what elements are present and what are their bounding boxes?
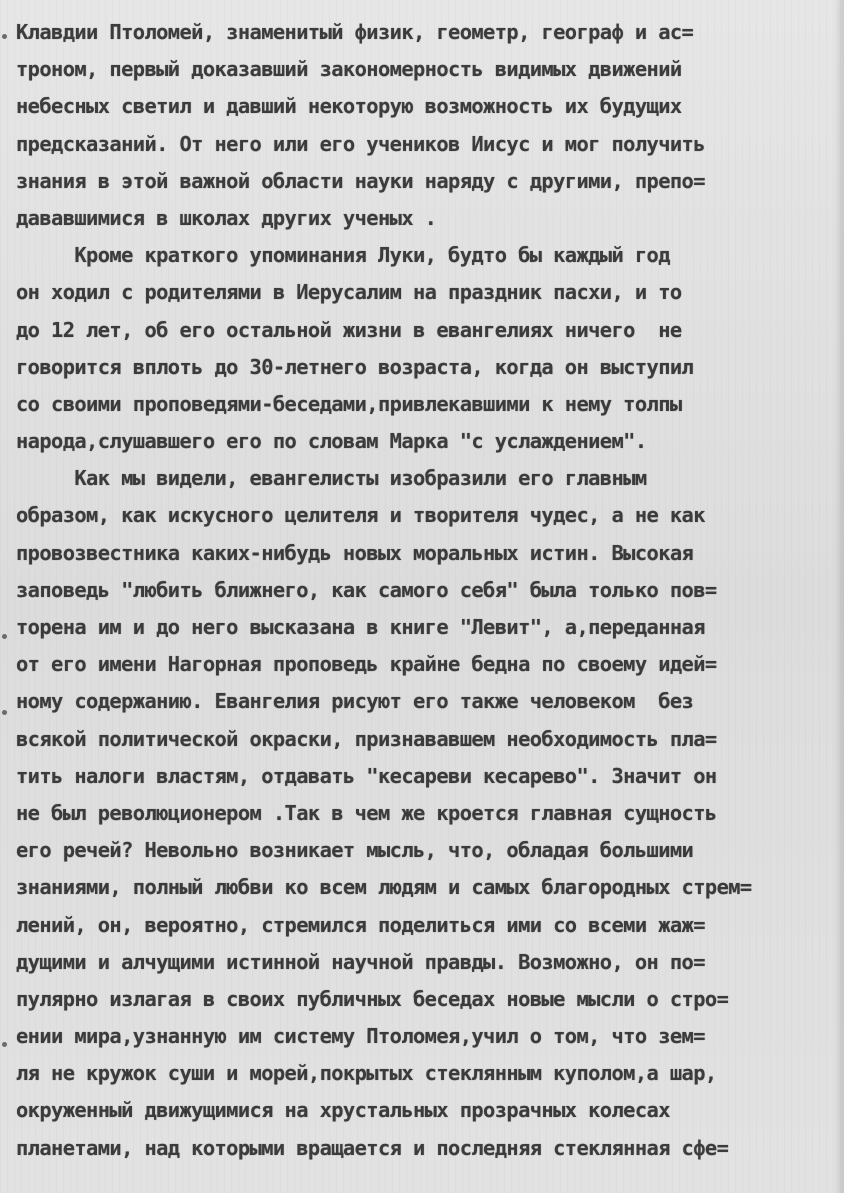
- text-line: от его имени Нагорная проповедь крайне бедна по своему идей=: [16, 652, 717, 677]
- text-line: его речей? Невольно возникает мысль, что, обладая большими: [16, 838, 694, 863]
- text-line: торена им и до него высказана в книге "Левит", а,переданная: [16, 615, 705, 639]
- text-line: знания в этой важной области науки наряду с другими, препо=: [16, 168, 705, 193]
- text-line: небесных светил и давший некоторую возможность их будущих: [16, 94, 682, 119]
- text-line: ля не кружок суши и морей,покрытых стеклянным куполом,а шар,: [16, 1061, 717, 1086]
- text-line: говорится вплоть до 30-летнего возраста, когда он выступил: [16, 354, 694, 379]
- text-line: знаниями, полный любви ко всем людям и самых благородных стрем=: [16, 875, 752, 900]
- margin-dot-mark: [2, 634, 7, 639]
- text-line: Кроме краткого упоминания Луки, будто бы каждый год: [16, 243, 670, 268]
- text-line: предсказаний. От него или его учеников Иисус и мог получить: [16, 131, 705, 156]
- text-line: со своими проповедями-беседами,привлекавшими к нему толпы: [16, 391, 682, 416]
- text-line: тить налоги властям, отдавать "кесареви кесарево". Значит он: [16, 763, 717, 788]
- text-line: образом, как искусного целителя и творителя чудес, а не как: [16, 503, 705, 528]
- margin-dot-mark: [2, 710, 7, 715]
- margin-dot-mark: [2, 34, 7, 39]
- text-line: пулярно излагая в своих публичных беседах новые мысли о стро=: [16, 986, 729, 1011]
- text-line: провозвестника каких-нибудь новых моральных истин. Высокая: [16, 540, 694, 565]
- text-line: до 12 лет, об его остальной жизни в евангелиях ничего не: [16, 317, 682, 342]
- text-line: дававшимися в школах других ученых .: [16, 205, 437, 230]
- document-body: [16, 14, 828, 1167]
- page-edge-shadow: [834, 0, 844, 1193]
- text-line: окруженный движущимися на хрустальных прозрачных колесах: [16, 1098, 670, 1123]
- text-line: дущими и алчущими истинной научной правды. Возможно, он по=: [16, 949, 705, 974]
- text-line: ному содержанию. Евангелия рисуют его также человеком без: [16, 689, 694, 714]
- margin-dot-mark: [2, 1042, 7, 1047]
- text-line: планетами, над которыми вращается и последняя стеклянная сфе=: [16, 1135, 729, 1160]
- text-line: он ходил с родителями в Иерусалим на праздник пасхи, и то: [16, 280, 682, 305]
- text-line: всякой политической окраски, признававшем необходимость пла=: [16, 726, 717, 751]
- text-line: лений, он, вероятно, стремился поделиться ими со всеми жаж=: [16, 912, 705, 937]
- text-line: Как мы видели, евангелисты изобразили его главным: [16, 466, 647, 491]
- text-line: троном, первый доказавший закономерность видимых движений: [16, 57, 682, 82]
- text-line: Клавдии Птоломей, знаменитый физик, геометр, географ и ас=: [16, 20, 694, 44]
- text-line: заповедь "любить ближнего, как самого себя" была только пов=: [16, 577, 717, 602]
- text-line: ении мира,узнанную им систему Птоломея,учил о том, что зем=: [16, 1024, 705, 1049]
- text-line: народа,слушавшего его по словам Марка "с услаждением".: [16, 429, 647, 454]
- text-line: не был революционером .Так в чем же кроется главная сущность: [16, 800, 717, 825]
